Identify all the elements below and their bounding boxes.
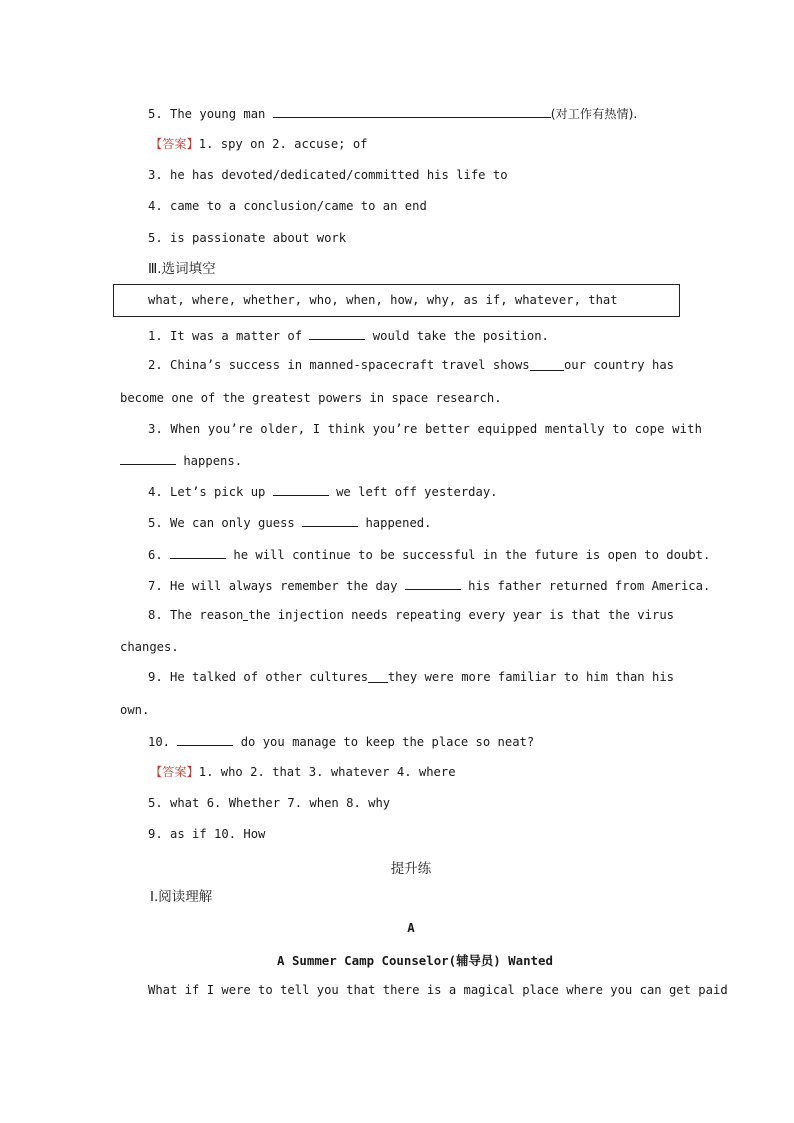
question-line: 10. do you manage to keep the place so neat? bbox=[148, 735, 535, 749]
answer-blank bbox=[177, 733, 233, 746]
answer-line: 3. he has devoted/dedicated/committed his life to bbox=[148, 168, 508, 182]
section-title: 提升练 bbox=[390, 861, 432, 877]
question-continuation: changes. bbox=[120, 640, 179, 654]
question-line: 9. He talked of other cultures they were more familiar to him than his bbox=[148, 670, 674, 684]
answer-label: 【答案】 bbox=[150, 765, 199, 779]
question-continuation: become one of the greatest powers in space research. bbox=[120, 391, 502, 405]
answer-blank bbox=[302, 514, 358, 527]
answer-line: 4. came to a conclusion/came to an end bbox=[148, 199, 427, 213]
question-continuation: happens. bbox=[120, 452, 242, 469]
section-heading: Ⅲ.选词填空 bbox=[148, 261, 216, 277]
passage-title: A Summer Camp Counselor(辅导员) Wanted bbox=[277, 953, 553, 968]
answer-line: 【答案】1. who 2. that 3. whatever 4. where bbox=[150, 765, 456, 779]
question-line: 5. We can only guess happened. bbox=[148, 516, 432, 530]
answer-blank bbox=[273, 483, 329, 496]
question-line: 1. It was a matter of would take the position. bbox=[148, 329, 549, 343]
answer-label: 【答案】 bbox=[150, 137, 199, 151]
answer-blank bbox=[368, 670, 388, 683]
answer-blank bbox=[273, 105, 551, 118]
answer-blank bbox=[405, 577, 461, 590]
question-line: 4. Let’s pick up we left off yesterday. bbox=[148, 485, 498, 499]
question-continuation: own. bbox=[120, 703, 150, 717]
question-line: 2. China’s success in manned-spacecraft travel shows our country has bbox=[148, 358, 674, 372]
answer-blank bbox=[120, 452, 176, 465]
question-line: 8. The reason the injection needs repeating every year is that the virus bbox=[148, 608, 674, 622]
answer-line: 9. as if 10. How bbox=[148, 827, 266, 841]
section-heading: Ⅰ.阅读理解 bbox=[150, 889, 213, 905]
answer-line: 【答案】1. spy on 2. accuse; of bbox=[150, 137, 368, 151]
answer-blank bbox=[309, 327, 365, 340]
question-line: 3. When you’re older, I think you’re better equipped mentally to cope with bbox=[148, 422, 703, 436]
question-line: 6. he will continue to be successful in the future is open to doubt. bbox=[148, 548, 711, 562]
answer-line: 5. is passionate about work bbox=[148, 231, 347, 245]
answer-line: 5. what 6. Whether 7. when 8. why bbox=[148, 796, 391, 810]
passage-text: What if I were to tell you that there is a magical place where you can get paid bbox=[148, 983, 728, 997]
question-line: 5. The young man (对工作有热情). bbox=[148, 107, 638, 121]
answer-blank bbox=[530, 358, 564, 371]
answer-blank bbox=[170, 546, 226, 559]
passage-letter: A bbox=[407, 920, 415, 935]
word-list: what, where, whether, who, when, how, why, as if, whatever, that bbox=[148, 293, 618, 307]
question-line: 7. He will always remember the day his father returned from America. bbox=[148, 579, 711, 593]
word-box bbox=[113, 284, 680, 317]
